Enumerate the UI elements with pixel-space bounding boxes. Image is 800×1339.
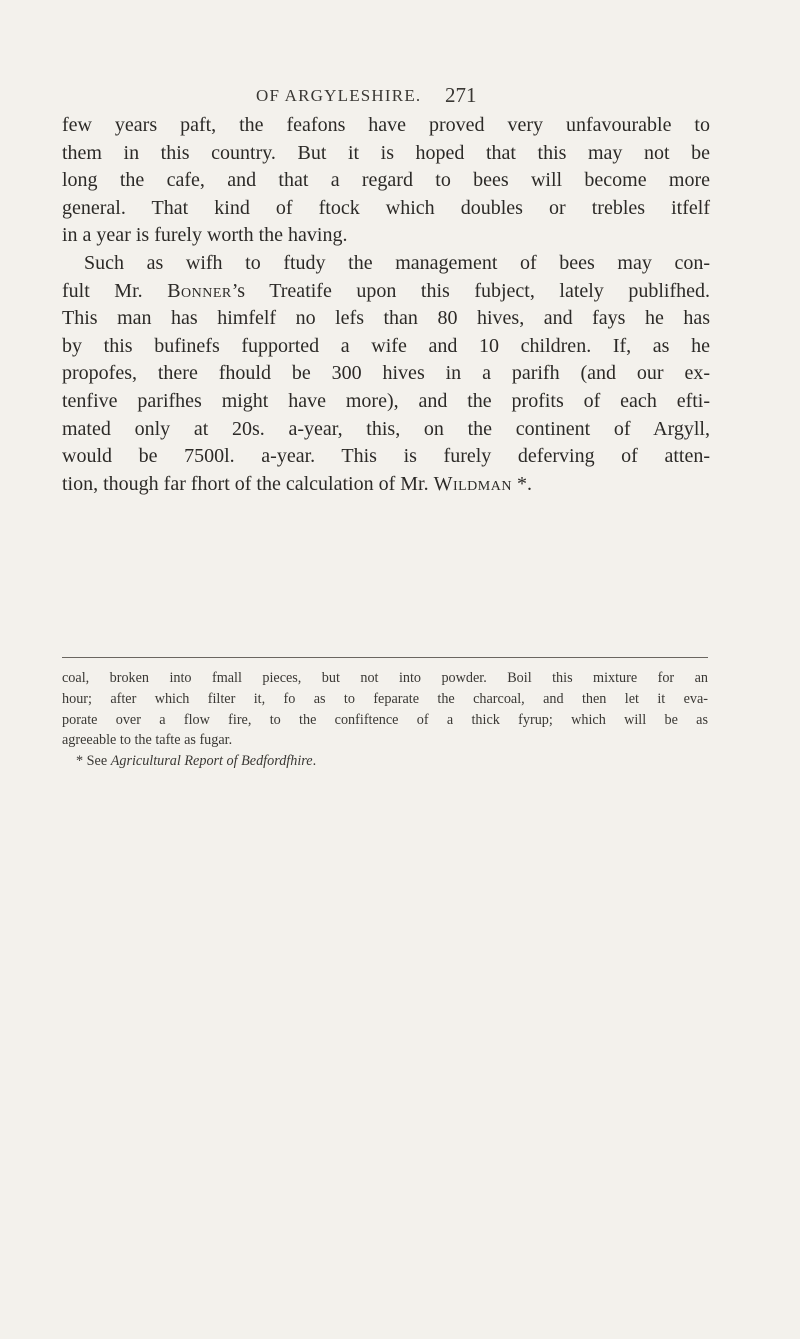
- footnote-line: coal, broken into fmall pieces, but not into powder. Boil this mixture for an: [62, 670, 708, 686]
- text-line: tenfive parifhes might have more), and the profits of each efti-: [62, 389, 710, 412]
- author-name: Bonner: [167, 279, 232, 302]
- author-name: Wildman: [433, 472, 512, 495]
- text-line: in a year is furely worth the having.: [62, 224, 348, 247]
- footnote-marker: * See: [76, 753, 111, 770]
- running-title: OF ARGYLESHIRE.: [256, 86, 422, 105]
- footnote-rule: [62, 657, 708, 658]
- footnote-line: hour; after which filter it, fo as to feparate the charcoal, and then let it eva-: [62, 690, 708, 707]
- footnote-line: porate over a flow fire, to the confiftence of a thick fyrup; which will be as: [62, 711, 708, 728]
- footnotes: [62, 668, 708, 772]
- text-fragment: *.: [511, 472, 532, 495]
- text-line: Such as wifh to ftudy the management of bees may con-: [84, 251, 710, 274]
- text-line: would be 7500l. a-year. This is furely deferving of atten-: [62, 445, 710, 468]
- text-line: [62, 471, 710, 499]
- text-line: propofes, there fhould be 300 hives in a parifh (and our ex-: [62, 362, 710, 385]
- footnote-end: .: [312, 753, 317, 770]
- text-line: them in this country. But it is hoped that this may not be: [62, 141, 710, 164]
- text-line: by this bufinefs fupported a wife and 10 children. If, as he: [62, 334, 710, 357]
- text-line: mated only at 20s. a-year, this, on the continent of Argyll,: [62, 417, 710, 440]
- text-line: few years paft, the feafons have proved very unfavourable to: [62, 114, 710, 136]
- report-title: Agricultural Report of Bedfordfhire: [110, 753, 313, 770]
- text-line: [62, 278, 710, 306]
- footnote-line: agreeable to the tafte as fugar.: [62, 732, 233, 749]
- page-number: 271: [445, 83, 477, 107]
- main-text: [62, 112, 710, 498]
- text-fragment: fult Mr.: [62, 279, 168, 302]
- text-fragment: tion, though far fhort of the calculation of Mr.: [62, 472, 434, 495]
- footnote-reference: [62, 751, 708, 772]
- text-line: This man has himfelf no lefs than 80 hives, and fays he has: [62, 307, 710, 330]
- text-line: general. That kind of ftock which doubles or trebles itfelf: [62, 196, 710, 219]
- text-line: long the cafe, and that a regard to bees will become more: [62, 169, 710, 192]
- text-fragment: ’s Treatife upon this fubject, lately publifhed.: [231, 279, 710, 302]
